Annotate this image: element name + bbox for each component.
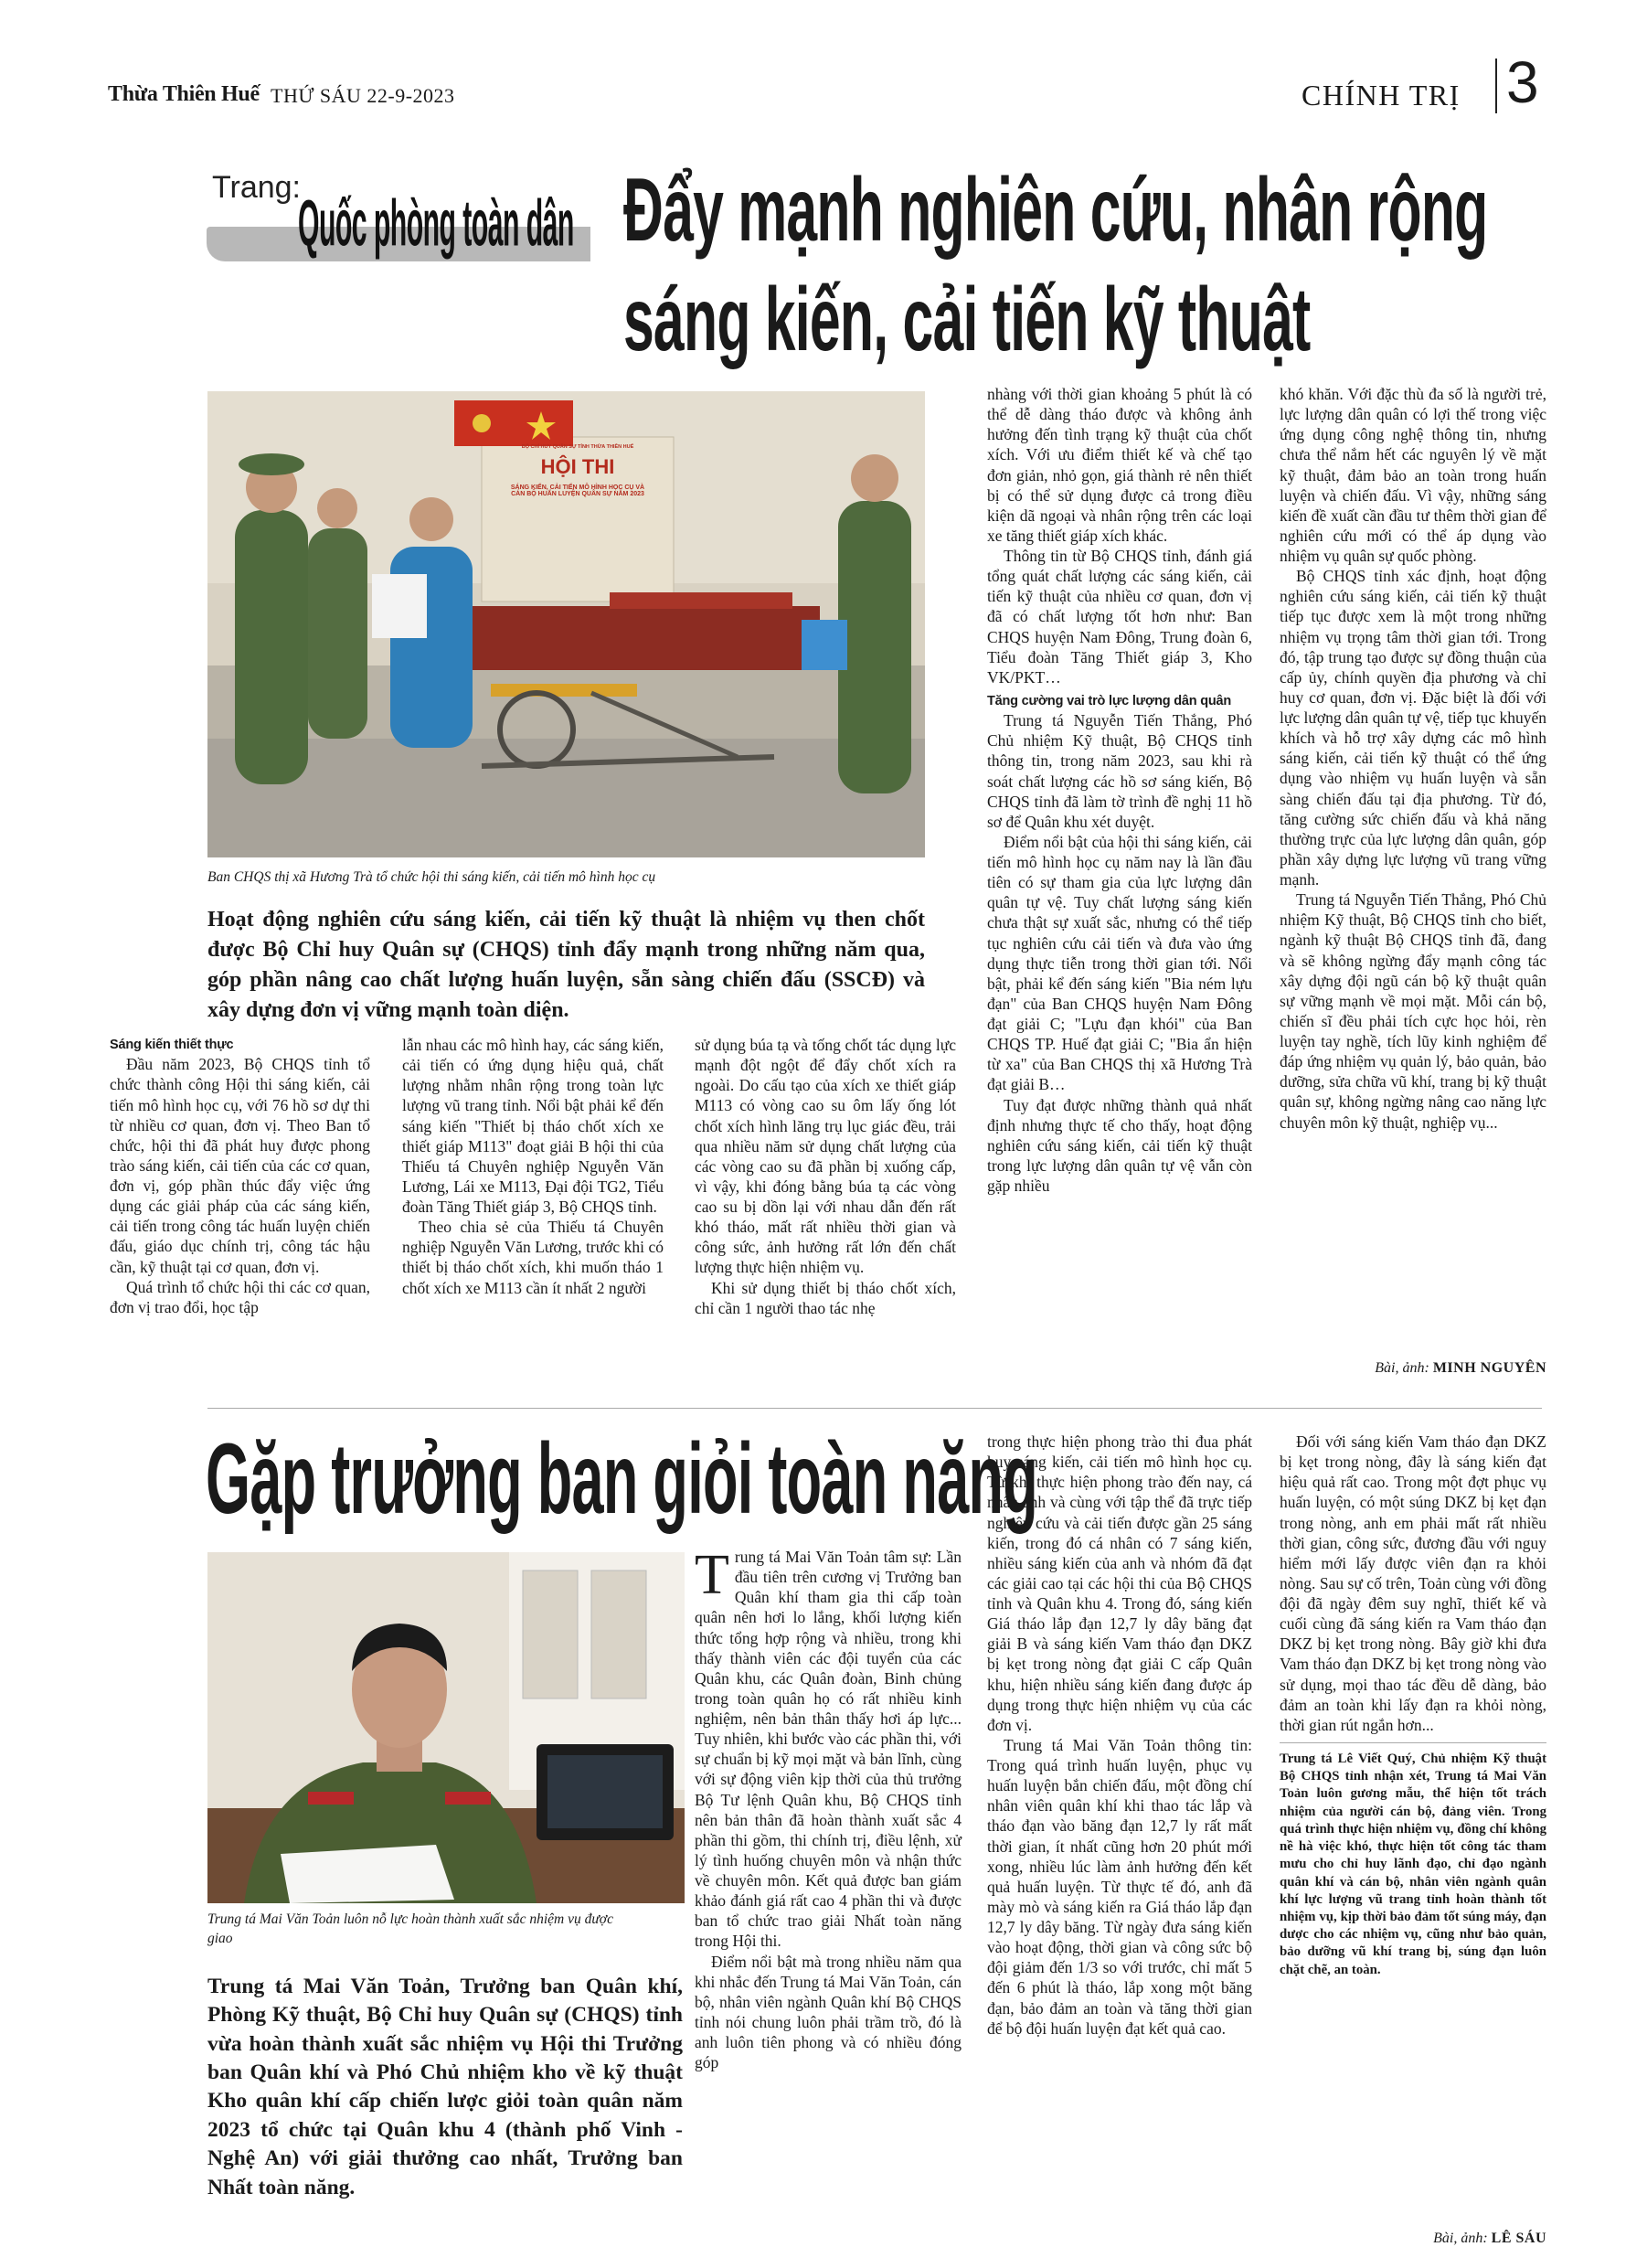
article1-headline-line1: Đẩy mạnh nghiên cứu, nhân rộng bbox=[623, 160, 1488, 261]
officer-portrait-illustration bbox=[207, 1552, 685, 1903]
article2-column-3 bbox=[1280, 1432, 1546, 1979]
banner-line1: BỘ CHỈ HUY QUÂN SỰ TỈNH THỪA THIÊN HUẾ bbox=[521, 444, 634, 450]
byline-author: MINH NGUYÊN bbox=[1432, 1360, 1546, 1376]
subhead-sang-kien: Sáng kiến thiết thực bbox=[110, 1038, 234, 1052]
paragraph: Bộ CHQS tỉnh xác định, hoạt động nghiên cứu sáng kiến, cải tiến kỹ thuật tiếp tục được xem là một trong những nhiệm vụ trọng tâm thời gian tới. Trong đó, tập trung tạo được sự đồng thuận của cấp ủy, chính quyền địa phương và chỉ huy cơ quan, đơn vị. Đặc biệt là đối với lực lượng dân quân tự vệ, tiếp tục khuyến khích và hỗ trợ xây dựng các mô hình sáng kiến, cải tiến kỹ thuật có thể ứng dụng vào nhiệm vụ huấn luyện và sẵn sàng chiến đấu tại địa phương. Từ đó, tăng cường sức chiến đấu và khả năng thường trực của lực lượng dân quân, góp phần xây dựng lực lượng vũ trang vững mạnh. bbox=[1280, 567, 1546, 889]
article2-headline: Gặp trưởng ban giỏi toàn năng bbox=[206, 1423, 1038, 1536]
paragraph: trong thực hiện phong trào thi đua phát huy sáng kiến, cải tiến mô hình học cụ. Từ khi thực hiện phong trào đến nay, cá nhân anh và cùng với tập thể đã trực tiếp nghiên cứu và cải tiến được gần 25 sáng kiến, trong đó cá nhân có 7 sáng kiến, nhiều sáng kiến của anh và nhóm đã đạt các giải cao tại các hội thi của Bộ CHQS tỉnh và Quân khu 4. Trong đó, sáng kiến Giá tháo lắp đạn 12,7 ly dây băng đạt giải B và sáng kiến Vam tháo đạn DKZ bị kẹt trong nòng đạt giải C cấp Quân khu, hiện nhiều sáng kiến đang được áp dụng trong thực hiện nhiệm vụ của các đơn vị. bbox=[987, 1432, 1252, 1734]
page-number: 3 bbox=[1506, 49, 1539, 115]
officer-photo bbox=[207, 1552, 685, 1903]
paragraph: sử dụng búa tạ và tống chốt tác dụng lực mạnh đột ngột để đẩy chốt xích ra ngoài. Do cấu tạo của xích xe thiết giáp M113 có vòng cao su ôm lấy ống lót chốt xích hình lăng trụ lục giác đều, trải qua nhiều năm sử dụng chất lượng của các vòng cao su đã phần bị xuống cấp, vì vậy, khi đóng bằng búa tạ các vòng cao su bị dồn lại với nhau dẫn đến rất khó tháo, mất rất nhiều thời gian và công sức, ảnh hưởng rất lớn đến chất lượng thực hiện nhiệm vụ. bbox=[695, 1036, 956, 1277]
banner-line3: CÁN BỘ HUẤN LUYỆN QUÂN SỰ NĂM 2023 bbox=[511, 491, 644, 497]
paragraph-with-dropcap: Trung tá Mai Văn Toản tâm sự: Lần đầu tiên trên cương vị Trưởng ban Quân khí tham gia thi cấp toàn quân nên hơi lo lắng, khối lượng kiến thức tổng hợp rộng và nhiều, trong khi thấy thành viên các đội tuyển của các Quân khu, các Quân đoàn, Binh chủng trong toàn quân họ có rất nhiều kinh nghiệm, nên bản thân thấy hơi áp lực... Tuy nhiên, khi bước vào các phần thi, với sự chuẩn bị kỹ mọi mặt và bản lĩnh, cùng với sự động viên kịp thời của thủ trưởng Bộ Tư lệnh Quân khu, Bộ CHQS tỉnh nên bản thân đã hoàn thành xuất sắc 4 phần thi gồm, thi chính trị, điều lệnh, xử lý tình huống chuyên môn và nhận thức về chuyên môn. Kết quả được ban giám khảo đánh giá rất cao 4 phần thi và được ban tổ chức trao giải Nhất toàn năng trong Hội thi. bbox=[695, 1544, 962, 1951]
article-divider bbox=[207, 1408, 1542, 1409]
banner-title: HỘI THI bbox=[540, 455, 615, 478]
paragraph: Đầu năm 2023, Bộ CHQS tỉnh tổ chức thành công Hội thi sáng kiến, cải tiến mô hình học cụ, với 76 hồ sơ dự thi từ nhiều cơ quan, đơn vị. Theo Ban tổ chức, hội thi đã phát huy được phong trào sáng kiến, cải tiến của các cơ quan, đơn vị, góp phần thúc đẩy việc ứng dụng các giải pháp của các sáng kiến, cải tiến trong công tác huấn luyện chiến đấu, giáo dục chính trị, công tác hậu cần, kỹ thuật tại cơ quan, đơn vị. bbox=[110, 1055, 370, 1276]
header-divider bbox=[1495, 59, 1497, 113]
banner-line2: SÁNG KIẾN, CẢI TIẾN MÔ HÌNH HỌC CỤ VÀ bbox=[510, 484, 645, 491]
paragraph: khó khăn. Với đặc thù đa số là người trẻ, lực lượng dân quân có lợi thế trong việc ứng dụng công nghệ thông tin, nhưng chưa thể nắm hết các nguyên lý về mặt kỹ thuật, đảm bảo an toàn trong huấn luyện và chiến đấu. Vì vậy, những sáng kiến đề xuất cần đầu tư thêm thời gian để nghiên cứu mới có thể áp dụng vào nhiệm vụ quân sự quốc phòng. bbox=[1280, 385, 1546, 565]
dropcap: T bbox=[695, 1544, 729, 1606]
article1-column-4 bbox=[987, 384, 1252, 1196]
paragraph: Điểm nổi bật mà trong nhiều năm qua khi nhắc đến Trung tá Mai Văn Toản, cán bộ, nhân viên ngành Quân khí Bộ CHQS tỉnh nói chung luôn phải trầm trồ, đó là anh luôn tiên phong và có nhiều đóng góp bbox=[695, 1952, 962, 2072]
tag-label: Trang: bbox=[212, 170, 302, 205]
paragraph: Điểm nổi bật của hội thi sáng kiến, cải tiến mô hình học cụ năm nay là lần đầu tiên có sự tham gia của lực lượng dân quân tự vệ. Tuy chất lượng sáng kiến chưa thật sự xuất sắc, nhưng có thể tiếp tục nghiên cứu cải tiến và đưa vào ứng dụng thực tiễn trong thời gian tới. Nổi bật, phải kể đến sáng kiến "Bia ném lựu đạn" của Ban CHQS huyện Nam Đông đạt giải C; "Lựu đạn khói" của Ban CHQS TP. Huế đạt giải C; "Bia ẩn hiện từ xa" của Ban CHQS thị xã Hương Trà đạt giải B… bbox=[987, 832, 1252, 1094]
contest-photo bbox=[207, 391, 925, 857]
paragraph: Theo chia sẻ của Thiếu tá Chuyên nghiệp Nguyễn Văn Lương, trước khi có thiết bị tháo chốt xích, khi muốn tháo 1 chốt xích xe M113 cần ít nhất 2 người bbox=[402, 1218, 664, 1297]
article1-byline bbox=[1280, 1360, 1546, 1377]
byline-prefix: Bài, ảnh: bbox=[1375, 1360, 1429, 1376]
tag-name: Quốc phòng toàn dân bbox=[298, 187, 574, 261]
paragraph: Khi sử dụng thiết bị tháo chốt xích, chỉ cần 1 người thao tác nhẹ bbox=[695, 1278, 956, 1317]
header bbox=[0, 0, 1647, 137]
article1-column-5 bbox=[1280, 384, 1546, 1133]
paragraph: Đối với sáng kiến Vam tháo đạn DKZ bị kẹt trong nòng, đây là sáng kiến đạt hiệu quả rất cao. Trong một đợt phục vụ huấn luyện, có một súng DKZ bị kẹt đạn trong nòng, anh em phải mất rất nhiều thời gian, công sức, đương đầu với nguy hiểm mới lấy được viên đạn ra khỏi nòng. Sau sự cố trên, Toản cùng với đồng đội đã ngày đêm suy nghĩ, thiết kế và cuối cùng đã sáng kiến ra Vam tháo đạn DKZ bị kẹt trong nòng. Bây giờ khi đưa Vam tháo đạn DKZ bị kẹt trong nòng vào sử dụng, mọi thao tác đều dễ dàng, bảo đảm an toàn khi lấy đạn ra khỏi nòng, thời gian rút ngắn hơn... bbox=[1280, 1432, 1546, 1734]
article1-headline-line2: sáng kiến, cải tiến kỹ thuật bbox=[623, 270, 1311, 370]
paragraph: lẫn nhau các mô hình hay, các sáng kiến, cải tiến có ứng dụng hiệu quả, chất lượng nhằm nhân rộng trong toàn lực lượng vũ trang tỉnh. Nổi bật phải kể đến sáng kiến "Thiết bị tháo chốt xích xe thiết giáp M113" đoạt giải B hội thi của Thiếu tá Chuyên nghiệp Nguyễn Văn Lương, Lái xe M113, Đại đội TG2, Tiểu đoàn Tăng Thiết giáp 3, Bộ CHQS tỉnh. bbox=[402, 1036, 664, 1216]
issue-date: THỨ SÁU 22-9-2023 bbox=[271, 84, 455, 107]
article1-column-2 bbox=[402, 1035, 664, 1298]
paper-name: Thừa Thiên Huế bbox=[108, 82, 260, 106]
paragraph: nhàng với thời gian khoảng 5 phút là có thể dễ dàng tháo được và không ảnh hưởng đến tình trạng kỹ thuật của chốt xích. Với ưu điểm thiết kế và chế tạo đơn giản, nhỏ gọn, giá thành rẻ nên thiết bị có thể sử dụng được cả trong điều kiện dã ngoại và nhân rộng trên các loại xe tăng thiết giáp xích khác. bbox=[987, 385, 1252, 545]
byline-author: LÊ SÁU bbox=[1491, 2231, 1546, 2246]
byline-prefix: Bài, ảnh: bbox=[1433, 2231, 1488, 2246]
article2-column-2 bbox=[987, 1432, 1252, 2039]
quote-paragraph: Trung tá Lê Viết Quý, Chủ nhiệm Kỹ thuật Bộ CHQS tỉnh nhận xét, Trung tá Mai Văn Toản luôn gương mẫu, thể hiện tốt trách nhiệm của người cán bộ, đảng viên. Trong quá trình thực hiện nhiệm vụ, đồng chí không nề hà việc khó, thực hiện tốt công tác tham mưu cho chỉ huy lãnh đạo, chỉ đạo ngành quân khí và cán bộ, nhân viên ngành quân khí lực lượng vũ trang tỉnh hoàn thành tốt nhiệm vụ, kịp thời bảo đảm tốt súng máy, đạn dược cho các nhiệm vụ, cũng như bảo quản, bảo dưỡng vũ khí trang bị, súng đạn luôn chặt chẽ, an toàn. bbox=[1280, 1751, 1546, 1977]
contest-photo-caption: Ban CHQS thị xã Hương Trà tổ chức hội thi sáng kiến, cải tiến mô hình học cụ bbox=[207, 869, 656, 885]
banner-text bbox=[491, 444, 664, 497]
quote-divider bbox=[1280, 1742, 1546, 1743]
article2-column-1 bbox=[695, 1544, 962, 2072]
paragraph: Trung tá Nguyễn Tiến Thắng, Phó Chủ nhiệm Kỹ thuật, Bộ CHQS tỉnh cho biết, ngành kỹ thuật Bộ CHQS tỉnh đã, đang và sẽ không ngừng đẩy mạnh công tác xây dựng đội ngũ cán bộ kỹ thuật quân sự vững mạnh về mọi mặt. Mỗi cán bộ, chiến sĩ đều phải tích cực học hỏi, rèn luyện tay nghề, tích lũy kinh nghiệm để đáp ứng nhiệm vụ quản lý, bảo quản, bảo dưỡng, sửa chữa vũ khí, trang bị kỹ thuật quân sự, không ngừng nâng cao năng lực chuyên môn kỹ thuật, nghiệp vụ... bbox=[1280, 890, 1546, 1132]
section-tag bbox=[207, 163, 598, 263]
article1-column-1 bbox=[110, 1035, 370, 1317]
section-name: CHÍNH TRỊ bbox=[1302, 79, 1461, 112]
paragraph: Thông tin từ Bộ CHQS tỉnh, đánh giá tổng quát chất lượng các sáng kiến, cải tiến kỹ thuật của nhiều cơ quan, đơn vị đã có chất lượng tốt hơn như: Ban CHQS huyện Nam Đông, Trung đoàn 6, Tiểu đoàn Tăng Thiết giáp 3, Kho VK/PKT… bbox=[987, 547, 1252, 687]
officer-photo-caption: Trung tá Mai Văn Toản luôn nỗ lực hoàn thành xuất sắc nhiệm vụ được giao bbox=[207, 1911, 613, 1946]
article1-column-3 bbox=[695, 1035, 956, 1318]
article1-lead: Hoạt động nghiên cứu sáng kiến, cải tiến kỹ thuật là nhiệm vụ then chốt được Bộ Chỉ huy Quân sự (CHQS) tỉnh đẩy mạnh trong những năm qua, góp phần nâng cao chất lượng huấn luyện, sẵn sàng chiến đấu (SSCĐ) và xây dựng đơn vị vững mạnh toàn diện. bbox=[207, 908, 925, 1023]
paragraph: Trung tá Nguyễn Tiến Thắng, Phó Chủ nhiệm Kỹ thuật, Bộ CHQS tỉnh thông tin, trong năm 2023, sau khi rà soát chất lượng các hồ sơ sáng kiến, Bộ CHQS tỉnh đã làm tờ trình đề nghị 11 hồ sơ để Quân khu xét duyệt. bbox=[987, 711, 1252, 831]
article2-lead: Trung tá Mai Văn Toản, Trưởng ban Quân khí, Phòng Kỹ thuật, Bộ Chỉ huy Quân sự (CHQS) tỉnh vừa hoàn thành xuất sắc nhiệm vụ Hội thi Trưởng ban Quân khí và Phó Chủ nhiệm kho về kỹ thuật Kho quân khí cấp chiến lược giỏi toàn quân năm 2023 tổ chức tại Quân khu 4 (thành phố Vinh - Nghệ An) với giải thưởng cao nhất, Trưởng ban Nhất toàn năng. bbox=[207, 1975, 683, 2199]
paragraph: Quá trình tổ chức hội thi các cơ quan, đơn vị trao đổi, học tập bbox=[110, 1277, 370, 1316]
article2-byline bbox=[1280, 2231, 1546, 2247]
paragraph: Tuy đạt được những thành quả nhất định nhưng thực tế cho thấy, hoạt động nghiên cứu sáng kiến, cải tiến kỹ thuật trong lực lượng dân quân tự vệ vẫn còn gặp nhiều bbox=[987, 1095, 1252, 1196]
paragraph: Trung tá Mai Văn Toản thông tin: Trong quá trình huấn luyện, phục vụ huấn luyện bắn chiến đấu, một đồng chí nhân viên quân khí khi thao tác lắp và tháo đạn vào băng đạn 12,7 ly rất mất thời gian, ít nhất cũng hơn 20 phút mới xong, nhiều lúc làm ảnh hưởng đến kết quả huấn luyện. Từ thực tế đó, anh đã mày mò và sáng kiến ra Giá tháo lắp đạn 12,7 ly dây băng. Từ ngày đưa sáng kiến vào hoạt động, thời gian và công sức bộ đội giảm đến 1/3 so với trước, chỉ mất 5 đến 6 phút là tháo, lắp xong một băng đạn, bảo đảm an toàn và tăng thời gian để bộ đội huấn luyện đạt kết quả cao. bbox=[987, 1735, 1252, 2038]
subhead-dan-quan: Tăng cường vai trò lực lượng dân quân bbox=[987, 693, 1232, 708]
